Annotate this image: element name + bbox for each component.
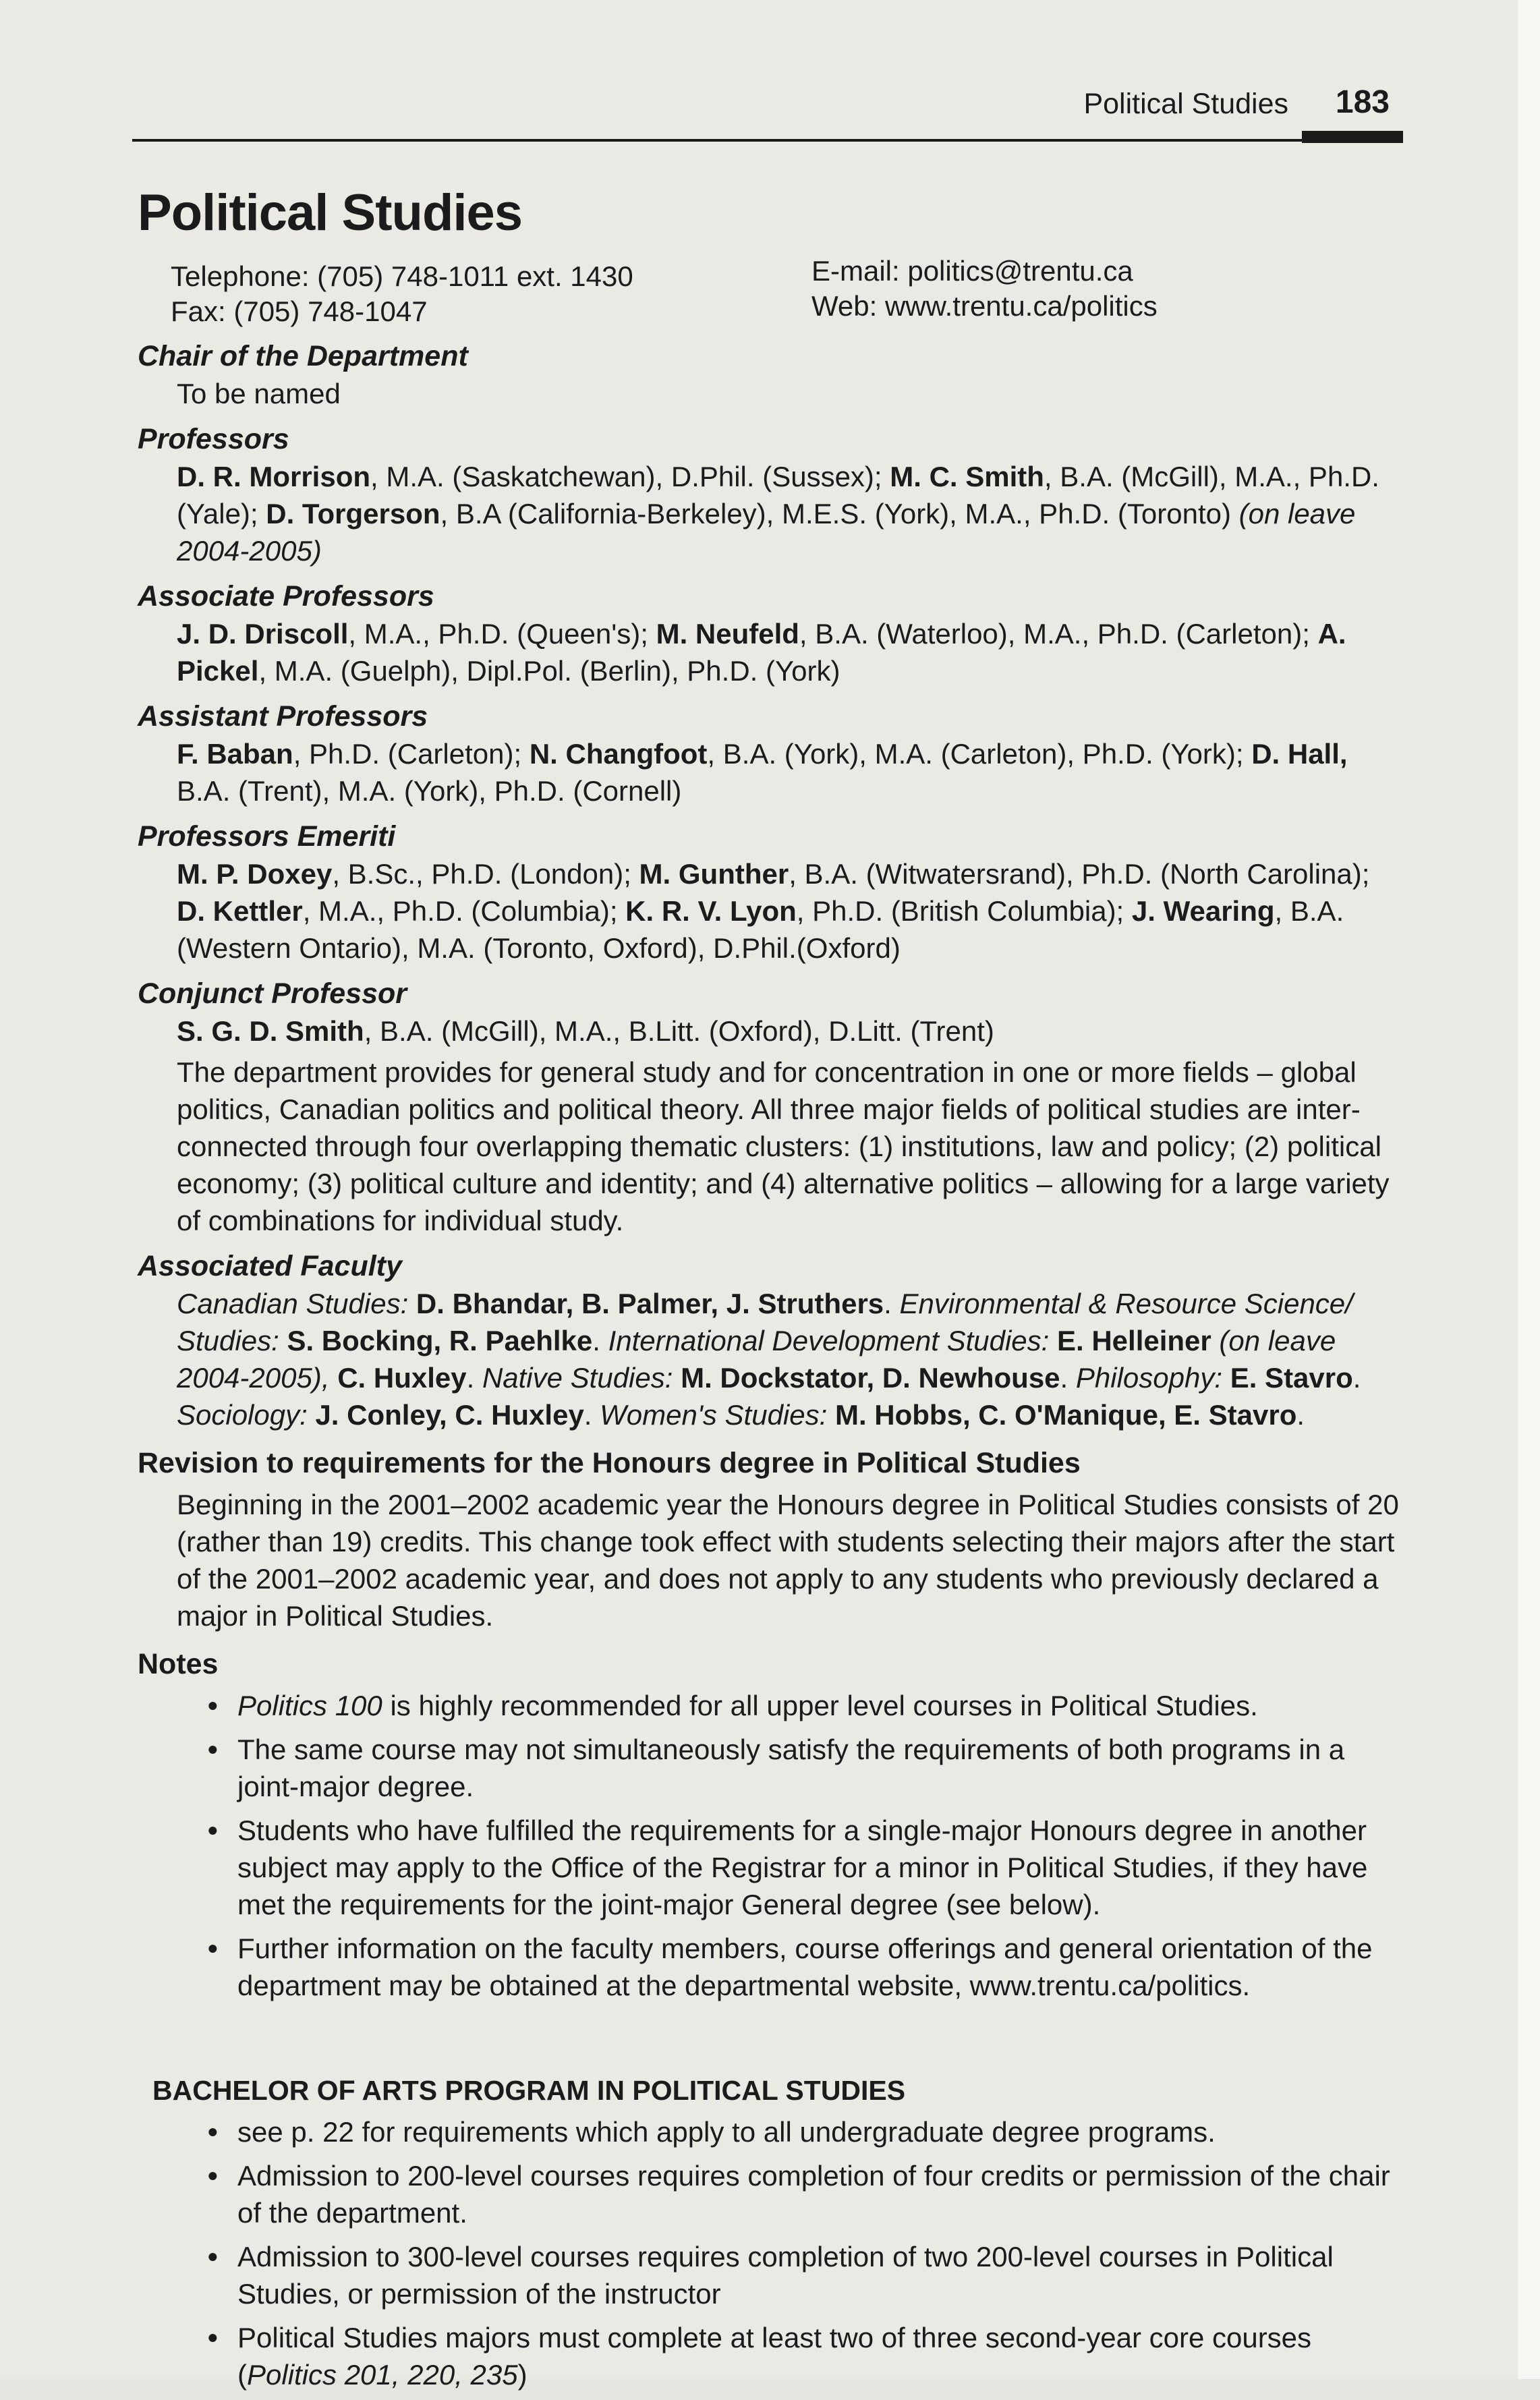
program-label: Women's Studies: bbox=[600, 1399, 835, 1431]
faculty-name: M. Gunther bbox=[639, 858, 789, 890]
faculty-credentials: , M.A., Ph.D. (Columbia); bbox=[302, 895, 626, 927]
bullet: • bbox=[208, 2116, 218, 2148]
page-edge bbox=[1518, 0, 1540, 2379]
requirement-text: ) bbox=[517, 2359, 527, 2391]
list-item bbox=[208, 1687, 1406, 1724]
associated-faculty-heading: Associated Faculty bbox=[138, 1250, 402, 1282]
bullet: • bbox=[208, 1734, 218, 1765]
associate-professors-heading: Associate Professors bbox=[138, 580, 434, 612]
list-item bbox=[208, 2113, 1406, 2150]
faculty-name: D. Kettler bbox=[177, 895, 303, 927]
chair-heading: Chair of the Department bbox=[138, 340, 468, 372]
header-rule-block bbox=[1302, 131, 1403, 143]
leave-note: (on leave 2004-2005) bbox=[177, 498, 1356, 567]
program-label: Native Studies: bbox=[482, 1362, 681, 1394]
faculty-credentials: , B.A. (Waterloo), M.A., Ph.D. (Carleton); bbox=[799, 618, 1318, 650]
bullet: • bbox=[208, 1690, 218, 1721]
faculty-name: J. Wearing bbox=[1131, 895, 1275, 927]
associate-professors-list bbox=[177, 615, 1406, 689]
faculty-name: M. P. Doxey bbox=[177, 858, 333, 890]
faculty-names: E. Stavro bbox=[1230, 1362, 1353, 1394]
bullet: • bbox=[208, 1815, 218, 1846]
separator: . bbox=[583, 1399, 600, 1431]
faculty-credentials: , Ph.D. (British Columbia); bbox=[796, 895, 1132, 927]
chair-value: To be named bbox=[177, 378, 341, 409]
course-reference: Politics 100 bbox=[237, 1690, 382, 1721]
program-label: Philosophy: bbox=[1075, 1362, 1230, 1394]
faculty-name: N. Changfoot bbox=[529, 738, 708, 770]
professors-list bbox=[177, 458, 1406, 569]
faculty-credentials: , B.A. (York), M.A. (Carleton), Ph.D. (York); bbox=[707, 738, 1252, 770]
telephone: Telephone: (705) 748-1011 ext. 1430 bbox=[171, 260, 633, 292]
page-title: Political Studies bbox=[138, 184, 523, 241]
faculty-names: M. Hobbs, C. O'Manique, E. Stavro bbox=[834, 1399, 1297, 1431]
separator: . bbox=[592, 1325, 608, 1356]
separator: . bbox=[1060, 1362, 1076, 1394]
note-text: The same course may not simultaneously satisfy the requirements of both programs in a joint-major degree. bbox=[237, 1734, 1345, 1802]
main-content bbox=[138, 337, 1406, 2400]
conjunct-heading: Conjunct Professor bbox=[138, 977, 407, 1010]
note-text: Further information on the faculty members, course offerings and general orientation of the department may be obtained at the departmental website, www.trentu.ca/politics. bbox=[237, 1933, 1373, 2001]
course-reference: Politics 201, 220, 235 bbox=[247, 2359, 518, 2391]
conjunct-list bbox=[177, 1012, 1406, 1050]
faculty-names: D. Bhandar, B. Palmer, J. Struthers bbox=[416, 1288, 884, 1319]
header-rule bbox=[132, 139, 1403, 142]
bullet: • bbox=[208, 2322, 218, 2353]
email[interactable]: E-mail: politics@trentu.ca bbox=[811, 255, 1133, 287]
bullet: • bbox=[208, 2241, 218, 2273]
leave-note: (on leave 2004-2005), bbox=[177, 1325, 1336, 1394]
department-description: The department provides for general study and for concentration in one or more fields – global politics, Canadian politics and political theory. All three major fields of political studies are inter-connected through four overlapping thematic clusters: (1) institutions, law and policy; (2) political economy; (3) political culture and identity; and (4) alternative politics – allowing for a large variety of combinations for individual study. bbox=[177, 1056, 1390, 1236]
list-item bbox=[208, 1731, 1406, 1805]
faculty-credentials: , Ph.D. (Carleton); bbox=[293, 738, 530, 770]
ba-program-heading: BACHELOR OF ARTS PROGRAM IN POLITICAL STUDIES bbox=[152, 2075, 906, 2106]
faculty-credentials: , M.A. (Saskatchewan), D.Phil. (Sussex); bbox=[370, 461, 890, 492]
requirement-text: see p. 22 for requirements which apply to all undergraduate degree programs. bbox=[237, 2116, 1216, 2148]
program-label: International Development Studies: bbox=[608, 1325, 1057, 1356]
list-item bbox=[208, 1812, 1406, 1923]
faculty-names: J. Conley, C. Huxley bbox=[315, 1399, 584, 1431]
faculty-names: M. Dockstator, D. Newhouse bbox=[681, 1362, 1060, 1394]
list-item bbox=[208, 2238, 1406, 2312]
assistant-professors-heading: Assistant Professors bbox=[138, 700, 428, 733]
faculty-name: D. Torgerson bbox=[266, 498, 440, 530]
faculty-name: S. G. D. Smith bbox=[177, 1015, 364, 1047]
faculty-name: A. Pickel bbox=[177, 618, 1346, 687]
requirement-text: Political Studies majors must complete at least two of three second-year core courses ( bbox=[237, 2322, 1312, 2391]
list-item bbox=[208, 2157, 1406, 2231]
faculty-name: M. Neufeld bbox=[656, 618, 799, 650]
faculty-name: K. R. V. Lyon bbox=[625, 895, 797, 927]
faculty-names: C. Huxley bbox=[337, 1362, 467, 1394]
note-text: is highly recommended for all upper level courses in Political Studies. bbox=[382, 1690, 1258, 1721]
faculty-name: F. Baban bbox=[177, 738, 293, 770]
contact-online bbox=[811, 254, 1158, 324]
list-item bbox=[208, 2319, 1406, 2393]
running-head bbox=[132, 81, 1403, 146]
faculty-credentials: , B.A. (Western Ontario), M.A. (Toronto, Oxford), D.Phil.(Oxford) bbox=[177, 895, 1344, 964]
requirement-text: Admission to 200-level courses requires completion of four credits or permission of the chair of the department. bbox=[237, 2160, 1390, 2229]
revision-heading: Revision to requirements for the Honours degree in Political Studies bbox=[138, 1447, 1081, 1479]
fax: Fax: (705) 748-1047 bbox=[171, 295, 428, 327]
running-head-section: Political Studies bbox=[1083, 88, 1288, 120]
website[interactable]: Web: www.trentu.ca/politics bbox=[811, 290, 1158, 322]
faculty-name: M. C. Smith bbox=[890, 461, 1044, 492]
faculty-credentials: , B.A. (McGill), M.A., B.Litt. (Oxford), D.Litt. (Trent) bbox=[364, 1015, 994, 1047]
bullet: • bbox=[208, 2160, 218, 2192]
separator: . bbox=[884, 1288, 900, 1319]
revision-text: Beginning in the 2001–2002 academic year the Honours degree in Political Studies consists of 20 (rather than 19) credits. This change took effect with students selecting their majors after the start of the 2001–2002 academic year, and does not apply to any students who previously declared a major in Political Studies. bbox=[177, 1489, 1399, 1632]
emeriti-heading: Professors Emeriti bbox=[138, 820, 396, 853]
requirement-text: Admission to 300-level courses requires completion of two 200-level courses in Political Studies, or permission of the instructor bbox=[237, 2241, 1334, 2310]
faculty-name: J. D. Driscoll bbox=[177, 618, 349, 650]
faculty-credentials: , B.Sc., Ph.D. (London); bbox=[332, 858, 639, 890]
faculty-credentials: , B.A. (Witwatersrand), Ph.D. (North Carolina); bbox=[789, 858, 1370, 890]
contact-phone-fax bbox=[171, 259, 633, 329]
program-label: Canadian Studies: bbox=[177, 1288, 416, 1319]
faculty-names: E. Helleiner bbox=[1057, 1325, 1211, 1356]
professors-heading: Professors bbox=[138, 423, 289, 455]
program-label: Environmental & Resource Science/ Studies: bbox=[177, 1288, 1353, 1356]
separator: . bbox=[466, 1362, 482, 1394]
faculty-credentials: , M.A. (Guelph), Dipl.Pol. (Berlin), Ph.D. (York) bbox=[258, 655, 840, 687]
assistant-professors-list bbox=[177, 735, 1406, 809]
note-text: Students who have fulfilled the requirements for a single-major Honours degree in another subject may apply to the Office of the Registrar for a minor in Political Studies, if they have met the requirements for the joint-major General degree (see below). bbox=[237, 1815, 1368, 1920]
faculty-names: S. Bocking, R. Paehlke bbox=[287, 1325, 593, 1356]
list-item bbox=[208, 1930, 1406, 2004]
notes-list bbox=[138, 1687, 1406, 2004]
faculty-name: D. R. Morrison bbox=[177, 461, 371, 492]
separator: . bbox=[1352, 1362, 1361, 1394]
notes-heading: Notes bbox=[138, 1648, 219, 1680]
separator: . bbox=[1296, 1399, 1305, 1431]
faculty-name: D. Hall, bbox=[1251, 738, 1348, 770]
associated-faculty-list bbox=[177, 1285, 1406, 1433]
bullet: • bbox=[208, 1933, 218, 1964]
faculty-credentials: , B.A. (McGill), M.A., Ph.D. (Yale); bbox=[177, 461, 1379, 530]
faculty-credentials: , B.A (California-Berkeley), M.E.S. (York), M.A., Ph.D. (Toronto) bbox=[440, 498, 1239, 530]
program-label: Sociology: bbox=[177, 1399, 316, 1431]
faculty-credentials: , M.A., Ph.D. (Queen's); bbox=[348, 618, 656, 650]
ba-program-list bbox=[138, 2113, 1406, 2393]
emeriti-list bbox=[177, 855, 1406, 967]
faculty-credentials: B.A. (Trent), M.A. (York), Ph.D. (Cornell) bbox=[177, 775, 682, 807]
page-number: 183 bbox=[1335, 84, 1390, 120]
